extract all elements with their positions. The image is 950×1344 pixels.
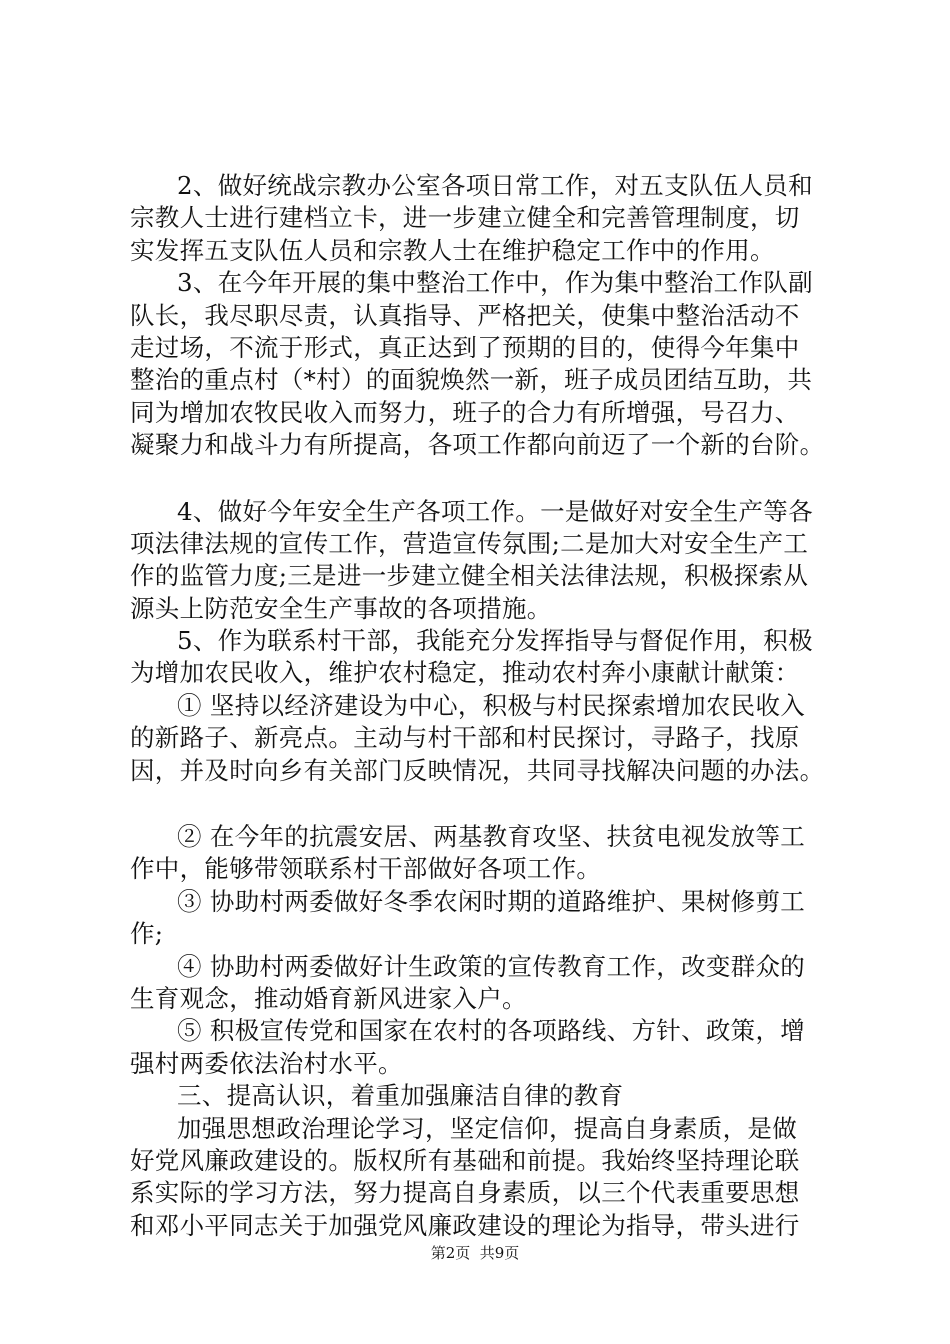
text-line: 4、做好今年安全生产各项工作。一是做好对安全生产等各 bbox=[177, 496, 813, 526]
item-2 bbox=[130, 821, 838, 886]
item-3 bbox=[130, 886, 838, 951]
text-line: 因，并及时向乡有关部门反映情况，共同寻找解决问题的办法。 bbox=[130, 755, 825, 785]
text-line: 生育观念，推动婚育新风进家入户。 bbox=[130, 983, 527, 1013]
text-line: 整治的重点村（*村）的面貌焕然一新，班子成员团结互助，共 bbox=[130, 365, 813, 395]
paragraph-section-3 bbox=[130, 1113, 838, 1243]
text-line: 同为增加农牧民收入而努力，班子的合力有所增强，号召力、 bbox=[130, 397, 800, 427]
paragraph-5 bbox=[130, 625, 838, 690]
page-footer: 第2页 共9页 bbox=[430, 1244, 520, 1262]
text-line: 的新路子、新亮点。主动与村干部和村民探讨，寻路子，找原 bbox=[130, 723, 800, 753]
paragraph-3 bbox=[130, 267, 838, 461]
text-line: 5、作为联系村干部，我能充分发挥指导与督促作用，积极 bbox=[177, 626, 813, 656]
text-line: ④ 协助村两委做好计生政策的宣传教育工作，改变群众的 bbox=[177, 951, 806, 981]
text-line: 强村两委依法治村水平。 bbox=[130, 1048, 403, 1078]
text-line: 实发挥五支队伍人员和宗教人士在维护稳定工作中的作用。 bbox=[130, 235, 775, 265]
text-line: 作中，能够带领联系村干部做好各项工作。 bbox=[130, 854, 602, 884]
text-line: 源头上防范安全生产事故的各项措施。 bbox=[130, 593, 552, 623]
item-5 bbox=[130, 1015, 838, 1080]
item-4 bbox=[130, 951, 838, 1016]
text-line: 2、做好统战宗教办公室各项日常工作，对五支队伍人员和 bbox=[177, 171, 813, 200]
text-line: 走过场，不流于形式，真正达到了预期的目的，使得今年集中 bbox=[130, 332, 800, 362]
section-heading-text: 三、提高认识，着重加强廉洁自律的教育 bbox=[177, 1081, 624, 1111]
text-line: ① 坚持以经济建设为中心，积极与村民探索增加农民收入 bbox=[177, 690, 806, 720]
text-line: 作的监管力度;三是进一步建立健全相关法律法规，积极探索从 bbox=[130, 561, 809, 591]
paragraph-gap bbox=[130, 787, 838, 821]
paragraph-gap bbox=[130, 462, 838, 496]
paragraph-2 bbox=[130, 170, 838, 267]
text-line: ② 在今年的抗震安居、两基教育攻坚、扶贫电视发放等工 bbox=[177, 822, 806, 852]
text-line: 好党风廉政建设的。版权所有基础和前提。我始终坚持理论联 bbox=[130, 1145, 800, 1175]
text-line: 和邓小平同志关于加强党风廉政建设的理论为指导，带头进行 bbox=[130, 1210, 800, 1240]
text-line: 宗教人士进行建档立卡，进一步建立健全和完善管理制度，切 bbox=[130, 203, 800, 233]
document-body bbox=[130, 170, 838, 1242]
text-line: ③ 协助村两委做好冬季农闲时期的道路维护、果树修剪工 bbox=[177, 886, 806, 916]
text-line: 作; bbox=[130, 919, 164, 949]
text-line: 为增加农民收入，维护农村稳定，推动农村奔小康献计献策： bbox=[130, 658, 800, 688]
paragraph-4 bbox=[130, 496, 838, 626]
text-line: 加强思想政治理论学习，坚定信仰，提高自身素质，是做 bbox=[177, 1113, 797, 1143]
item-1 bbox=[130, 690, 838, 787]
text-line: 凝聚力和战斗力有所提高，各项工作都向前迈了一个新的台阶。 bbox=[130, 430, 825, 460]
text-line: 3、在今年开展的集中整治工作中，作为集中整治工作队副 bbox=[177, 268, 813, 298]
text-line: 队长，我尽职尽责，认真指导、严格把关，使集中整治活动不 bbox=[130, 300, 800, 330]
section-heading bbox=[130, 1080, 838, 1112]
text-line: 项法律法规的宣传工作，营造宣传氛围;二是加大对安全生产工 bbox=[130, 528, 809, 558]
text-line: 系实际的学习方法，努力提高自身素质，以三个代表重要思想 bbox=[130, 1178, 800, 1208]
text-line: ⑤ 积极宣传党和国家在农村的各项路线、方针、政策，增 bbox=[177, 1016, 806, 1046]
